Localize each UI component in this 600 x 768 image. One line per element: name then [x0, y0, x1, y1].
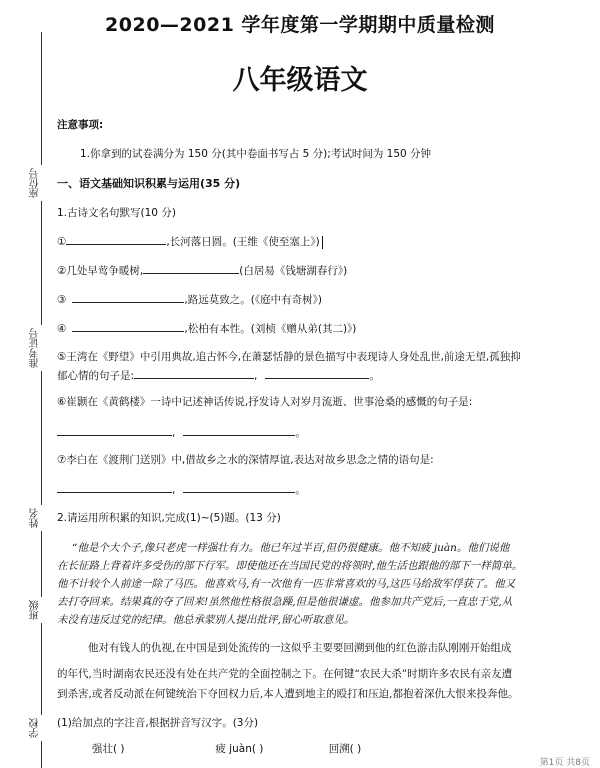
poem-line-5a: ⑤王湾在《野望》中引用典故,追古怀今,在萧瑟恬静的景色描写中表现诗人身处乱世,前途无望,孤独抑	[57, 351, 521, 363]
poem-line-2-blank[interactable]	[143, 262, 239, 274]
poem-line-3-blank[interactable]	[72, 291, 184, 303]
poem-line-5b	[57, 367, 380, 383]
poem-line-5-prompt: 郁心情的句子是:	[57, 370, 135, 382]
school-label: 学校	[28, 715, 43, 741]
poem-line-6-blank-1[interactable]	[57, 424, 172, 436]
poem-line-4	[57, 320, 356, 336]
passage-2-line-3: 到杀害,或者反动派在何键统治下夺回权力后,本人遭到地主的殴打和压迫,都抱着深仇大恨来投奔他。	[57, 688, 519, 700]
poem-line-5-blank-2[interactable]	[265, 367, 369, 379]
poem-line-5-comma: ,	[254, 370, 258, 382]
pinyin-item-2[interactable]: 疲 juàn( )	[215, 743, 264, 755]
passage-1-line-1: “他是个大个子,像只老虎一样强壮有力。他已年过半百,但仍很健康。他不知疲 juàn。他们说他	[72, 542, 510, 554]
text-cursor	[322, 236, 323, 249]
passage-1-line-5: 未没有违反过党的纪律。他总承蒙别人提出批评,留心听取意见。	[57, 614, 355, 626]
poem-line-1	[57, 233, 323, 249]
pinyin-row	[92, 741, 439, 756]
poem-line-6: ⑥崔颢在《黄鹤楼》一诗中记述神话传说,抒发诗人对岁月流逝、世事沧桑的感慨的句子是:	[57, 396, 473, 408]
poem-line-1-blank[interactable]	[66, 233, 166, 245]
exam-number-label: 准考证号	[28, 325, 43, 371]
poem-line-3	[57, 291, 322, 307]
poem-line-6-answer	[57, 424, 306, 440]
poem-line-5-blank-1[interactable]	[134, 367, 254, 379]
exam-title: 2020—2021 学年度第一学期期中质量检测	[105, 14, 495, 36]
name-label: 姓名	[28, 505, 43, 531]
passage-2-line-2: 的年代,当时湖南农民还没有处在共产党的全面控制之下。在何键“农民大杀”时期许多农民有亲友遭	[57, 668, 513, 680]
poem-line-7-blank-1[interactable]	[57, 481, 172, 493]
poem-line-7-comma: ,	[172, 484, 176, 496]
poem-line-1-number: ①	[57, 236, 67, 248]
poem-line-7: ⑦李白在《渡荆门送别》中,借故乡之水的深情厚谊,表达对故乡思念之情的语句是:	[57, 454, 434, 466]
poem-line-6-period: 。	[295, 427, 306, 439]
poem-line-2-text-pre: ②几处早莺争暖树,	[57, 265, 144, 277]
poem-line-6-comma: ,	[172, 427, 176, 439]
pinyin-item-3[interactable]: 回溯( )	[328, 743, 362, 755]
pinyin-item-1[interactable]: 强壮( )	[92, 743, 125, 755]
poem-line-4-text: ,松柏有本性。(刘桢《赠从弟(其二)》)	[184, 323, 357, 335]
poem-line-5-period: 。	[369, 370, 380, 382]
passage-1-line-4: 去打夺回来。结果真的夺了回来!虽然他性格很急躁,但是他很谦虚。他参加共产党后,一直忠于党,从	[57, 596, 513, 608]
poem-line-2-text-post: (白居易《钱塘湖春行》)	[239, 265, 348, 277]
poem-line-7-answer	[57, 481, 306, 497]
poem-line-1-text: ,长河落日圆。(王维《使至塞上》)	[166, 236, 320, 248]
page-footer: 第1页 共8页	[539, 758, 590, 768]
notice-item-1: 1.你拿到的试卷满分为 150 分(其中卷面书写占 5 分);考试时间为 150 分钟	[80, 148, 432, 160]
poem-line-3-number: ③	[57, 294, 67, 306]
poem-line-2	[57, 262, 347, 278]
exam-subject: 八年级语文	[232, 65, 368, 96]
passage-1-line-2: 在长征路上背着许多受伤的部下行军。即使他还在当国民党的将领时,他生活也跟他的部下一样简单。	[57, 560, 523, 572]
sub-question-1: (1)给加点的字注音,根据拼音写汉字。(3分)	[57, 717, 259, 729]
poem-line-7-blank-2[interactable]	[183, 481, 295, 493]
poem-line-4-blank[interactable]	[72, 320, 184, 332]
passage-2-line-1: 他对有钱人的仇视,在中国是到处流传的一这似乎主要要回溯到他的红色游击队刚刚开始组成	[88, 642, 512, 654]
question-1-title: 1.古诗文名句默写(10 分)	[57, 207, 176, 219]
passage-1-line-3: 他不计较个人前途一除了马匹。他喜欢马,有一次他有一匹非常喜欢的马,这匹马给敌军俘获了。他又	[57, 578, 516, 590]
class-label: 班级	[28, 597, 43, 623]
question-2-title: 2.请运用所积累的知识,完成(1)~(5)题。(13 分)	[57, 512, 281, 524]
poem-line-4-number: ④	[57, 323, 67, 335]
binding-margin-line	[41, 32, 42, 768]
section-1-heading: 一、语文基础知识积累与运用(35 分)	[57, 177, 241, 190]
poem-line-7-period: 。	[295, 484, 306, 496]
poem-line-6-blank-2[interactable]	[183, 424, 295, 436]
poem-line-3-text: ,路远莫致之。(《庭中有奇树》)	[184, 294, 322, 306]
notice-label: 注意事项:	[57, 119, 104, 131]
seat-number-label: 座位号	[28, 165, 43, 201]
